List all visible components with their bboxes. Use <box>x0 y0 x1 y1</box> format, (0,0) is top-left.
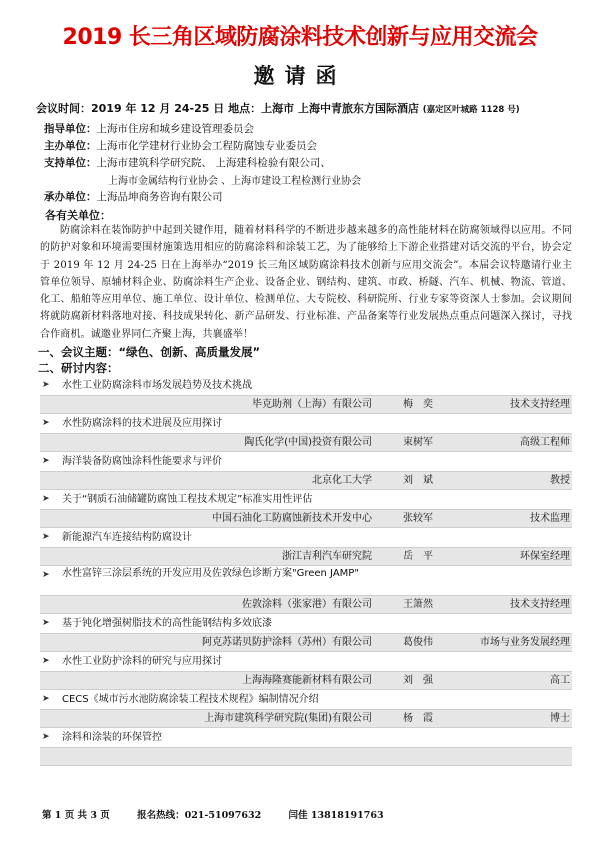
speaker-name: 刘 强 <box>403 675 433 686</box>
speaker-row <box>40 710 572 728</box>
speaker-name: 刘 斌 <box>403 475 433 486</box>
letter-body: 防腐涂料在装饰防护中起到关键作用，随着材料科学的不断进步越来越多的高性能材料在防腐领域得以应用。不同的防护对象和环境需要围材施策选用相应的防腐涂料和涂装工艺，为了能够给上下游企业搭建对话交流的平台，协会定于 2019 年 12 月 24-25 日在上海举办“2019 长三角区域防腐涂料技术创新与应用交流会”。本届会议特邀请行业主管单位领导、原辅材料企业、防腐涂料生产企业、设备企业、钢结构、建筑、市政、桥隧、汽车、机械、物流、管道、化工、船舶等应用单位、施工单位、设计单位、检测单位、大专院校、科研院所、行业专家等资深人士参加。会议期间将就防腐新材料落地对接、科技成果转化、新产品研发、行业标准、产品备案等行业发展热点重点问题深入探讨，寻找合作商机。诚邀业界同仁齐聚上海，共襄盛举！ <box>40 225 572 340</box>
topic-title: 水性防腐涂料的技术进展及应用探讨 <box>62 418 222 429</box>
speaker-title: 高工 <box>550 675 570 686</box>
undertake-unit <box>44 189 223 204</box>
topic-title: 新能源汽车连接结构防腐设计 <box>62 532 192 543</box>
checkmark-icon: ➤ <box>42 694 50 704</box>
page-number: 第 1 页 共 3 页 <box>42 810 110 821</box>
page-footer <box>42 807 408 821</box>
topic-title: 水性富锌三涂层系统的开发应用及佐敦绿色诊断方案"Green JAMP" <box>62 568 359 579</box>
speaker-org: 佐敦涂料（张家港）有限公司 <box>242 599 372 610</box>
speaker-name: 岳 平 <box>403 551 433 562</box>
speaker-row <box>40 396 572 414</box>
host-unit <box>44 138 317 153</box>
contact-person: 闫佳 13818191763 <box>288 810 384 821</box>
speaker-org: 上海市建筑科学研究院(集团)有限公司 <box>204 713 372 724</box>
undertake-value: 上海品坤商务咨询有限公司 <box>96 191 223 203</box>
speaker-name: 张较军 <box>403 513 433 524</box>
speaker-title: 高级工程师 <box>520 437 570 448</box>
speaker-row <box>40 434 572 452</box>
invitation-subtitle: 邀请函 <box>253 63 347 88</box>
support-value-1: 上海市建筑科学研究院、 上海建科检验有限公司、 <box>96 157 331 169</box>
topic-title-row <box>40 614 572 634</box>
time-value: 2019 年 12 月 24-25 日 <box>91 102 225 115</box>
speaker-org: 上海海隆赛能新材料有限公司 <box>242 675 372 686</box>
speaker-org: 陶氏化学(中国)投资有限公司 <box>244 437 372 448</box>
topic-title-row <box>40 452 572 472</box>
theme-value: “绿色、创新、高质量发展” <box>118 345 261 359</box>
host-label: 主办单位： <box>44 140 97 152</box>
speaker-row <box>40 510 572 528</box>
support-label: 支持单位： <box>44 157 97 169</box>
speaker-title: 技术支持经理 <box>510 599 570 610</box>
host-value: 上海市化学建材行业协会工程防腐蚀专业委员会 <box>96 140 317 152</box>
checkmark-icon: ➤ <box>42 380 50 390</box>
meeting-info <box>36 100 520 116</box>
speaker-row <box>40 634 572 652</box>
place-value: 上海市 上海中青旅东方国际酒店 <box>261 102 419 115</box>
topic-title-row <box>40 690 572 710</box>
topic-title: CECS《城市污水池防腐涂装工程技术规程》编制情况介绍 <box>62 694 319 705</box>
checkmark-icon: ➤ <box>42 456 50 466</box>
place-label: 地点： <box>228 102 262 115</box>
topic-title-row <box>40 490 572 510</box>
speaker-title: 市场与业务发展经理 <box>480 637 570 648</box>
speaker-title: 技术支持经理 <box>510 399 570 410</box>
speaker-org: 中国石油化工防腐蚀新技术开发中心 <box>212 513 372 524</box>
speaker-title: 博士 <box>550 713 570 724</box>
speaker-org: 毕克助剂（上海）有限公司 <box>252 399 372 410</box>
checkmark-icon: ➤ <box>42 570 50 580</box>
topic-title-row <box>40 566 572 596</box>
topic-title-row <box>40 652 572 672</box>
speaker-row <box>40 548 572 566</box>
topic-title: 基于钝化增强树脂技术的高性能钢结构多效底漆 <box>62 618 272 629</box>
topic-title-row <box>40 376 572 396</box>
speaker-name: 杨 霞 <box>403 713 433 724</box>
registration-phone: 报名热线：021-51097632 <box>137 810 262 821</box>
topic-title: 水性工业防腐涂料市场发展趋势及技术挑战 <box>62 380 252 391</box>
speaker-row <box>40 672 572 690</box>
checkmark-icon: ➤ <box>42 618 50 628</box>
speaker-name: 束树军 <box>403 437 433 448</box>
guide-value: 上海市住房和城乡建设管理委员会 <box>96 123 254 135</box>
theme-prefix: 一、会议主题： <box>38 345 119 359</box>
theme-heading <box>38 344 260 360</box>
checkmark-icon: ➤ <box>42 494 50 504</box>
speaker-org: 浙江吉利汽车研究院 <box>282 551 372 562</box>
topics-heading: 二、研讨内容： <box>38 361 119 375</box>
greeting: 各有关单位： <box>45 209 111 222</box>
speaker-row <box>40 596 572 614</box>
topic-title-row <box>40 728 572 748</box>
speaker-name: 葛俊伟 <box>403 637 433 648</box>
topic-title: 关于“钢质石油储罐防腐蚀工程技术规定”标准实用性评估 <box>62 494 313 505</box>
undertake-label: 承办单位： <box>44 191 97 203</box>
speaker-name: 王箫然 <box>403 599 433 610</box>
topic-title-row <box>40 414 572 434</box>
speaker-name: 梅 奕 <box>403 399 433 410</box>
topic-title: 涂料和涂装的环保管控 <box>62 732 162 743</box>
conference-title: 2019 长三角区域防腐涂料技术创新与应用交流会 <box>62 25 538 50</box>
support-unit <box>44 155 331 170</box>
speaker-row <box>40 748 572 766</box>
speaker-title: 技术监理 <box>530 513 570 524</box>
speaker-title: 环保室经理 <box>520 551 570 562</box>
topic-title: 水性工业防护涂料的研究与应用探讨 <box>62 656 222 667</box>
guide-unit <box>44 121 254 136</box>
topic-title: 海洋装备防腐蚀涂料性能要求与评价 <box>62 456 222 467</box>
topic-title-row <box>40 528 572 548</box>
time-label: 会议时间： <box>36 102 91 115</box>
speaker-title: 教授 <box>550 475 570 486</box>
speaker-org: 北京化工大学 <box>312 475 372 486</box>
checkmark-icon: ➤ <box>42 532 50 542</box>
checkmark-icon: ➤ <box>42 418 50 428</box>
venue-address: (嘉定区叶城路 1128 号) <box>422 105 520 115</box>
speaker-row <box>40 472 572 490</box>
checkmark-icon: ➤ <box>42 732 50 742</box>
guide-label: 指导单位： <box>44 123 97 135</box>
support-value-2: 上海市金属结构行业协会 、上海市建设工程检测行业协会 <box>108 176 362 187</box>
speaker-org: 阿克苏诺贝防护涂料（苏州）有限公司 <box>202 637 372 648</box>
checkmark-icon: ➤ <box>42 656 50 666</box>
